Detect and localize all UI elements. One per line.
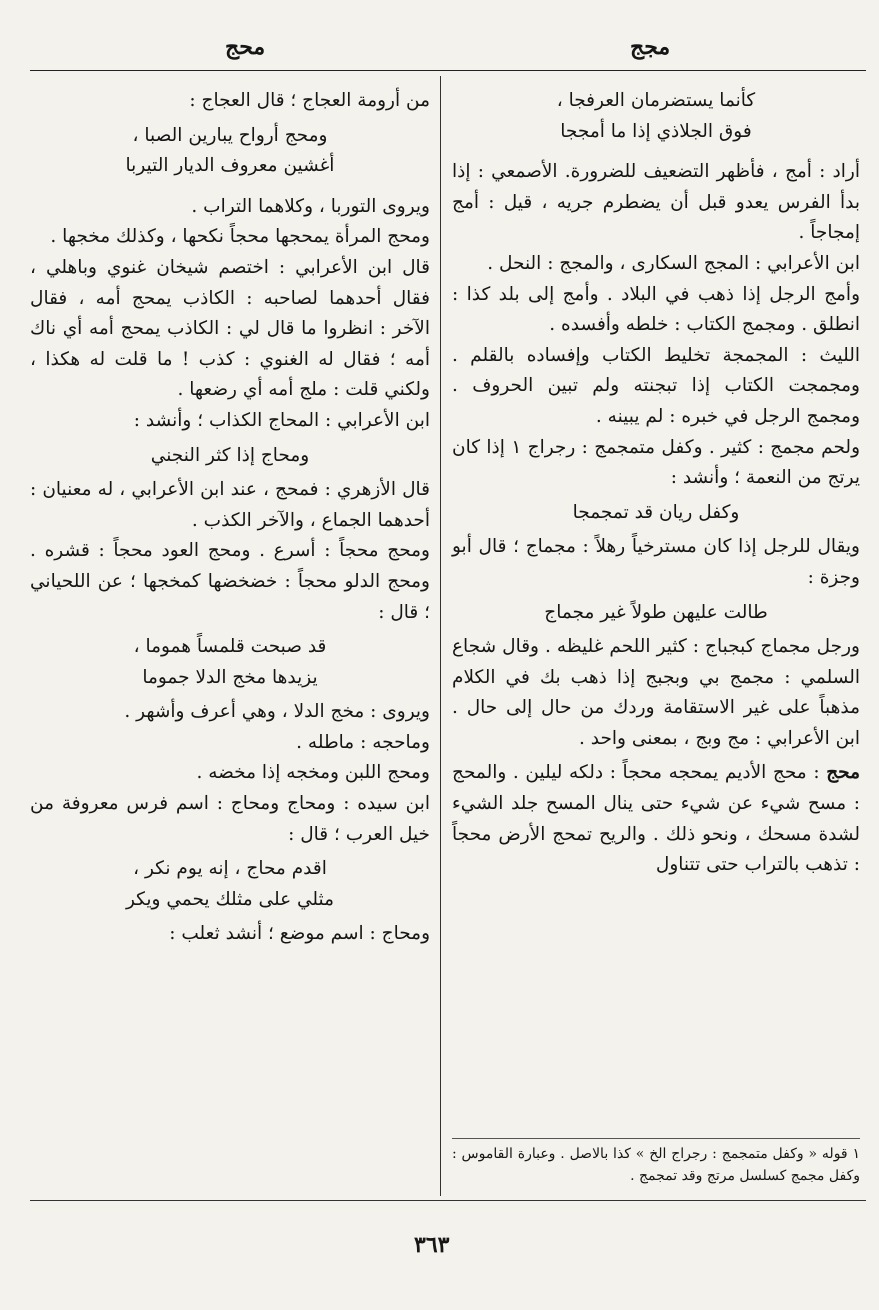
right-column xyxy=(452,86,860,881)
paragraph: ويروى : مخج الدلا ، وهي أعرف وأشهر . xyxy=(124,701,430,723)
footnote: ١ قوله « وكفل متمجمج : رجراج الخ » كذا بالاصل . وعبارة القاموس : وكفل مجمج كسلسل مرتج وقد تمجمج . xyxy=(452,1146,860,1184)
paragraph: ولحم مجمج : كثير . وكفل متمجمج : رجراج ١ إذا كان يرتج من النعمة ؛ وأنشد : xyxy=(452,436,860,489)
verse-line: قد صبحت قلمساً هموما ، xyxy=(133,636,327,658)
bottom-rule xyxy=(30,1200,866,1201)
left-column xyxy=(30,86,430,950)
verse-line: ومحج أرواح يبارين الصبا ، xyxy=(132,124,328,146)
paragraph: ومحاج : اسم موضع ؛ أنشد ثعلب : xyxy=(169,923,430,945)
paragraph: ابن الأعرابي : المجج السكارى ، والمجج : النحل . xyxy=(487,252,860,274)
verse-line: ومحاج إذا كثر النجني xyxy=(150,444,310,466)
right-header-word: مجج xyxy=(630,34,671,60)
verse-line: وكفل ريان قد تمجمجا xyxy=(572,501,740,523)
verse-line: مثلي على مثلك يحمي ويكر xyxy=(125,888,335,910)
verse-line: أغشين معروف الديار التيربا xyxy=(125,155,335,177)
footnote-rule xyxy=(452,1138,860,1139)
column-divider xyxy=(440,76,441,1196)
left-header-word: محج xyxy=(225,34,266,60)
paragraph: ومحج اللبن ومخجه إذا مخضه . xyxy=(196,762,430,784)
paragraph: ابن الأعرابي : المحاج الكذاب ؛ وأنشد : xyxy=(133,409,430,431)
paragraph: الليث : المجمجة تخليط الكتاب وإفساده بالقلم . ومجمجت الكتاب إذا تبجنته ولم تبين الحروف . ومجمج الرجل في خبره : لم يبينه . xyxy=(452,344,860,427)
verse-line: اقدم محاج ، إنه يوم نكر ، xyxy=(133,858,327,880)
entry-text: : محج الأديم يمحجه محجاً : دلكه ليلين . والمحج : مسح شيء عن شيء حتى ينال المسح جلد الشيء لشدة مسحك ، ونحو ذلك . والريح تمحج الأرض محجاً : تذهب بالتراب حتى تتناول xyxy=(452,762,860,876)
paragraph: قال الأزهري : فمحج ، عند ابن الأعرابي ، له معنيان : أحدهما الجماع ، والآخر الكذب . xyxy=(30,479,430,531)
page-number: ٣٦٣ xyxy=(414,1232,450,1258)
verse-line: يزيدها مخج الدلا جموما xyxy=(142,666,318,688)
verse-line: طالت عليهن طولاً غير مجماج xyxy=(544,601,768,623)
top-rule xyxy=(30,70,866,71)
paragraph: ويروى التوربا ، وكلاهما التراب . xyxy=(191,195,430,217)
verse-line: فوق الجلاذي إذا ما أمججا xyxy=(560,120,752,142)
paragraph: وأمج الرجل إذا ذهب في البلاد . وأمج إلى بلد كذا : انطلق . ومجمج الكتاب : خلطه وأفسده . xyxy=(452,283,860,336)
paragraph: ومحج المرأة يمحجها محجاً نكحها ، وكذلك مخجها . xyxy=(50,226,430,248)
paragraph: وماحجه : ماطله . xyxy=(296,731,430,753)
paragraph: قال ابن الأعرابي : اختصم شيخان غنوي وباهلي ، فقال أحدهما لصاحبه : الكاذب يمحج أمه ، فقال الآخر : انظروا ما قال لي : الكاذب يمحج أمه أي ناك أمه ؛ فقال له الغنوي : كذب ! ما قلت له هكذا ، ولكني قلت : ملج أمه أي رضعها . xyxy=(30,256,430,401)
paragraph: ورجل مجماج كبجباج : كثير اللحم غليظه . وقال شجاع السلمي : مجمج بي وبجبج إذا ذهب بك في الكلام مذهباً على غير الاستقامة وردك من حال إلى حال . ابن الأعرابي : مج وبج ، بمعنى واحد . xyxy=(452,636,860,749)
paragraph: من أرومة العجاج ؛ قال العجاج : xyxy=(189,90,430,111)
paragraph: ومحج محجاً : أسرع . ومحج العود محجاً : قشره . ومحج الدلو محجاً : خضخضها كمخجها ؛ عن اللحياني ؛ قال : xyxy=(30,540,430,623)
verse-line: كأنما يستضرمان العرفجا ، xyxy=(556,90,756,111)
paragraph: أراد : أمج ، فأظهر التضعيف للضرورة. الأصمعي : إذا بدأ الفرس يعدو قبل أن يضطرم جريه ، قيل : أمج إمجاجاً . xyxy=(452,161,860,244)
entry-paragraph xyxy=(452,758,860,880)
paragraph: ابن سيده : ومحاج ومحاج : اسم فرس معروفة من خيل العرب ؛ قال : xyxy=(30,793,430,845)
paragraph: ويقال للرجل إذا كان مسترخياً رهلاً : مجماج ؛ قال أبو وجزة : xyxy=(452,536,860,588)
entry-headword: محج xyxy=(826,762,860,784)
